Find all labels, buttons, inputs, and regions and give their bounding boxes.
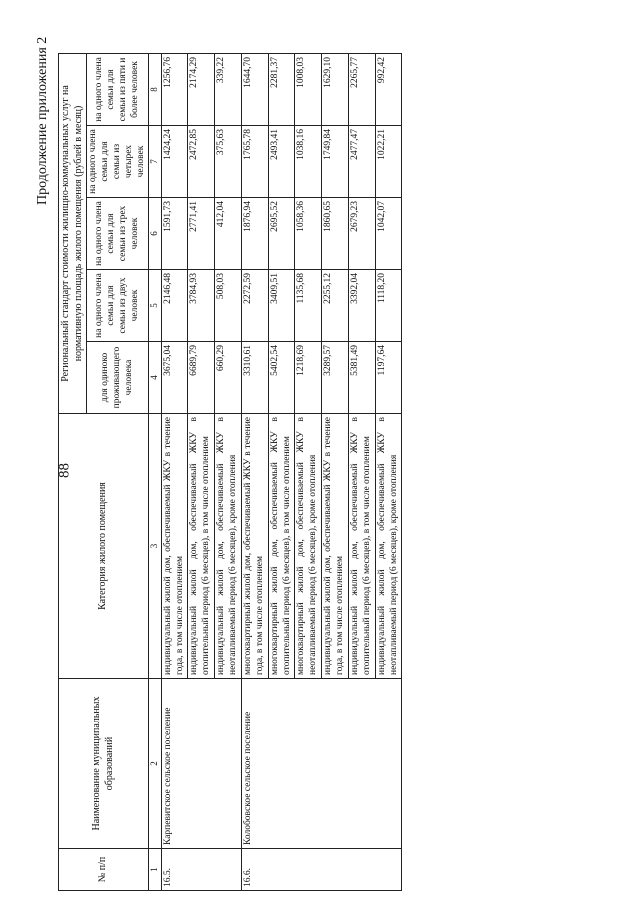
value-cell: 2174,29 [188, 53, 215, 125]
value-cell: 992,42 [375, 53, 402, 125]
housing-category: индивидуальный жилой дом, обеспечиваемый ЖКУ в течение года, в том числе отоплением [161, 414, 188, 679]
page-number: 88 [56, 463, 73, 478]
value-cell: 1197,64 [375, 342, 402, 414]
header-family-5: на одного члена семьи для семьи из пяти и более человек [87, 53, 149, 125]
value-cell: 375,63 [215, 126, 242, 198]
value-cell: 2493,41 [268, 126, 295, 198]
housing-category: индивидуальный жилой дом, обеспечиваемый ЖКУ в отопительный период (6 месяцев), в том числе отоплением [188, 414, 215, 679]
value-cell: 2477,47 [348, 126, 375, 198]
row-number: 16.5. [161, 849, 241, 891]
header-regional-standard: Региональный стандарт стоимости жилищно-коммунальных услуг на нормативную площадь жилого помещения (рублей в месяц) [59, 53, 87, 413]
value-cell: 3289,57 [322, 342, 349, 414]
value-cell: 1256,76 [161, 53, 188, 125]
column-index: 7 [149, 126, 161, 198]
value-cell: 2281,37 [268, 53, 295, 125]
housing-category: многоквартирный жилой дом, обеспечиваемый ЖКУ в отопительный период (6 месяцев), в том числе отоплением [268, 414, 295, 679]
table-row [161, 53, 188, 890]
value-cell: 1118,20 [375, 270, 402, 342]
value-cell: 1591,73 [161, 198, 188, 270]
value-cell: 1058,36 [295, 198, 322, 270]
table-row [241, 53, 268, 890]
header-category: Категория жилого помещения [59, 414, 149, 679]
value-cell: 1765,78 [241, 126, 268, 198]
value-cell: 1629,10 [322, 53, 349, 125]
column-index: 1 [149, 849, 161, 891]
municipality-name: Колобовское сельское поселение [241, 679, 402, 849]
value-cell: 1022,21 [375, 126, 402, 198]
column-index: 6 [149, 198, 161, 270]
housing-category: индивидуальный жилой дом, обеспечиваемый ЖКУ в неотапливаемый период (6 месяцев), кроме отопления [375, 414, 402, 679]
value-cell: 3310,61 [241, 342, 268, 414]
value-cell: 1008,03 [295, 53, 322, 125]
housing-cost-table [58, 53, 402, 891]
value-cell: 3675,04 [161, 342, 188, 414]
column-index: 3 [149, 414, 161, 679]
value-cell: 1135,68 [295, 270, 322, 342]
value-cell: 1042,07 [375, 198, 402, 270]
value-cell: 3784,93 [188, 270, 215, 342]
value-cell: 1424,24 [161, 126, 188, 198]
value-cell: 660,29 [215, 342, 242, 414]
value-cell: 339,22 [215, 53, 242, 125]
value-cell: 3409,51 [268, 270, 295, 342]
row-number: 16.6. [241, 849, 402, 891]
value-cell: 2679,23 [348, 198, 375, 270]
header-family-3: на одного члена семьи для семьи из трех человек [87, 198, 149, 270]
header-single: для одиноко проживающего человека [87, 342, 149, 414]
value-cell: 6689,79 [188, 342, 215, 414]
value-cell: 1860,65 [322, 198, 349, 270]
value-cell: 1749,84 [322, 126, 349, 198]
value-cell: 2272,59 [241, 270, 268, 342]
continuation-title: Продолжение приложения 2 [35, 36, 50, 205]
value-cell: 1876,94 [241, 198, 268, 270]
header-family-2: на одного члена семьи для семьи из двух человек [87, 270, 149, 342]
municipality-name: Карпевитское сельское поселение [161, 679, 241, 849]
value-cell: 2472,85 [188, 126, 215, 198]
value-cell: 508,03 [215, 270, 242, 342]
housing-category: многоквартирный жилой дом, обеспечиваемый ЖКУ в неотапливаемый период (6 месяцев), кроме отопления [295, 414, 322, 679]
header-municipality: Наименование муниципальных образований [59, 679, 149, 849]
housing-category: индивидуальный жилой дом, обеспечиваемый ЖКУ в отопительный период (6 месяцев), в том числе отоплением [348, 414, 375, 679]
value-cell: 5402,54 [268, 342, 295, 414]
value-cell: 1218,69 [295, 342, 322, 414]
column-index: 4 [149, 342, 161, 414]
column-index: 5 [149, 270, 161, 342]
value-cell: 1038,16 [295, 126, 322, 198]
housing-category: индивидуальный жилой дом, обеспечиваемый ЖКУ в неотапливаемый период (6 месяцев), кроме отопления [215, 414, 242, 679]
value-cell: 2695,52 [268, 198, 295, 270]
value-cell: 5381,49 [348, 342, 375, 414]
housing-category: многоквартирный жилой дом, обеспечиваемый ЖКУ в течение года, в том числе отоплением [241, 414, 268, 679]
value-cell: 2265,77 [348, 53, 375, 125]
column-index: 2 [149, 679, 161, 849]
value-cell: 412,04 [215, 198, 242, 270]
value-cell: 2255,12 [322, 270, 349, 342]
housing-category: индивидуальный жилой дом, обеспечиваемый ЖКУ в течение года, в том числе отоплением [322, 414, 349, 679]
column-index: 8 [149, 53, 161, 125]
value-cell: 1644,70 [241, 53, 268, 125]
value-cell: 2146,48 [161, 270, 188, 342]
value-cell: 3392,04 [348, 270, 375, 342]
value-cell: 2771,41 [188, 198, 215, 270]
header-family-4: на одного члена семьи для семьи из четырех человек [87, 126, 149, 198]
header-number: № п/п [59, 849, 149, 891]
